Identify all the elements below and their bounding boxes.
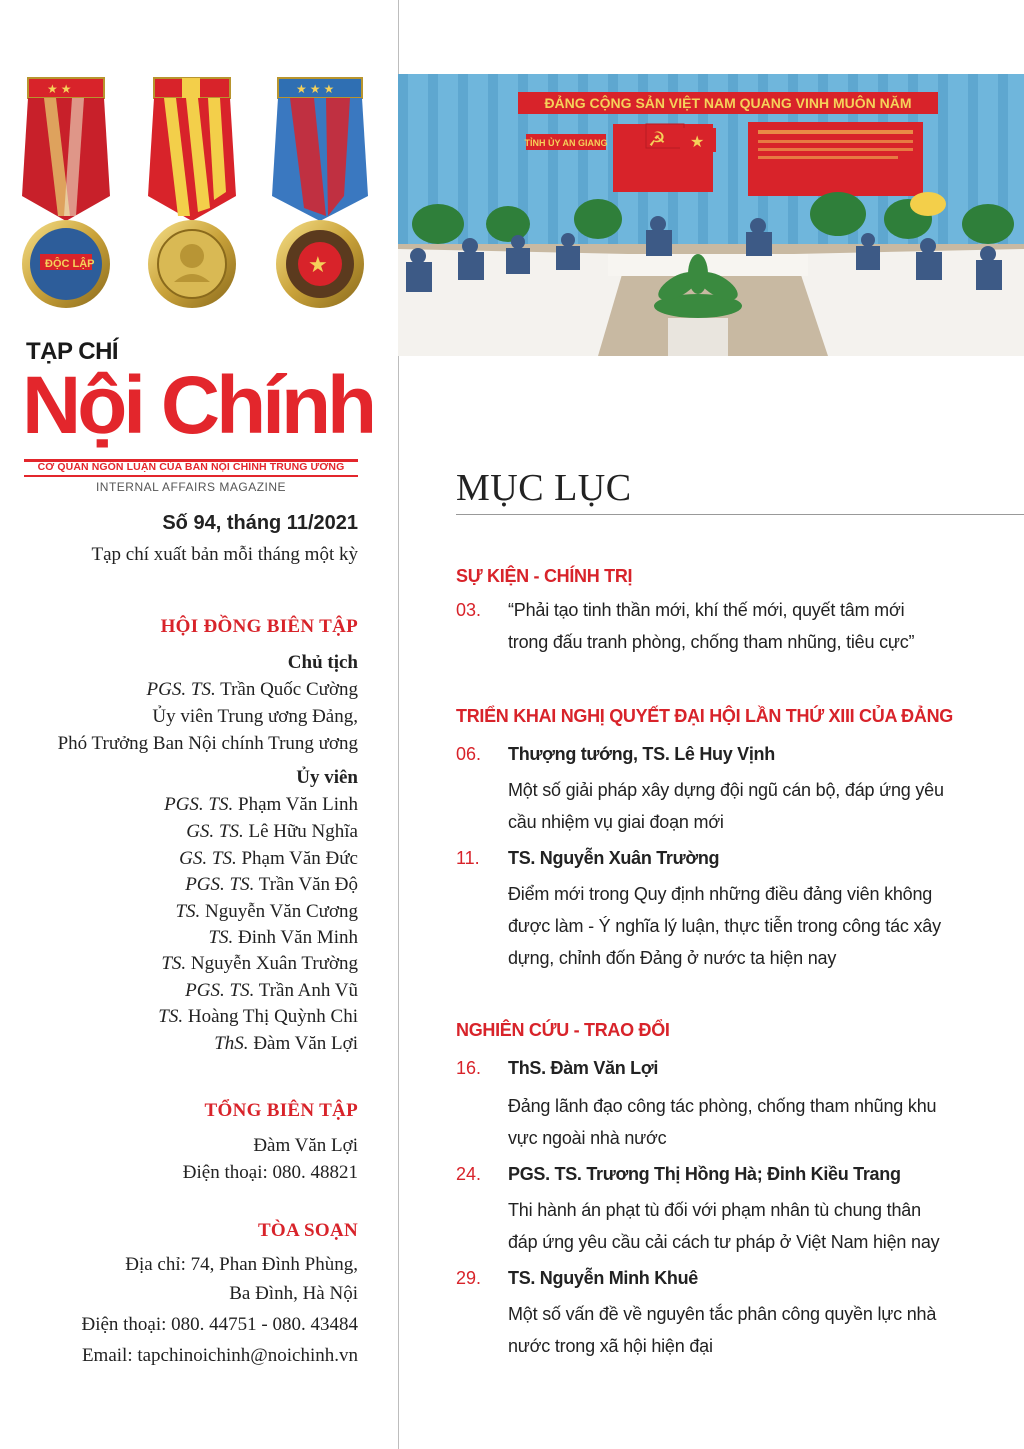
toc-title-line: trong đấu tranh phòng, chống tham nhũng, tiêu cực”: [508, 632, 915, 652]
masthead-small-title: TẠP CHÍ: [26, 338, 119, 365]
toc-author: TS. Nguyễn Minh Khuê: [508, 1268, 698, 1288]
toc-page-number: 16.: [456, 1058, 482, 1078]
issue-frequency: Tạp chí xuất bản mỗi tháng một kỳ: [91, 544, 358, 565]
member-title: GS. TS.: [179, 848, 237, 869]
toc-title-line: dựng, chỉnh đốn Đảng ở nước ta hiện nay: [508, 948, 837, 968]
issue-number: Số 94, tháng 11/2021: [162, 512, 358, 534]
member-title: GS. TS.: [186, 821, 244, 842]
board-member: [164, 792, 358, 819]
member-name: Trần Văn Độ: [258, 874, 358, 895]
member-name: Phạm Văn Đức: [241, 848, 358, 869]
member-name: Trần Anh Vũ: [258, 980, 358, 1001]
toc-title: MỤC LỤC: [456, 467, 632, 509]
toc-article-title[interactable]: [508, 594, 958, 658]
toc-page-number: 11.: [456, 848, 480, 868]
photo-sign-text: TỈNH ỦY AN GIANG: [524, 138, 608, 148]
svg-text:★ ★ ★: ★ ★ ★: [296, 82, 335, 96]
medal-2: [148, 78, 236, 308]
board-member: [158, 1004, 358, 1031]
toc-title-line: Thi hành án phạt tù đối với phạm nhân tù chung thân: [508, 1200, 921, 1220]
medal-3: [272, 78, 368, 308]
board-member: [214, 1031, 358, 1058]
masthead-english-title: INTERNAL AFFAIRS MAGAZINE: [95, 480, 287, 494]
toc-author: PGS. TS. Trương Thị Hồng Hà; Đinh Kiều Trang: [508, 1164, 901, 1184]
board-member: [208, 925, 358, 952]
board-member: [175, 899, 358, 926]
svg-text:★: ★: [690, 134, 705, 151]
medal-1: [22, 78, 110, 308]
toc-title-line: Một số vấn đề về nguyên tắc phân công quyền lực nhà: [508, 1304, 937, 1324]
member-name: Đàm Văn Lợi: [253, 1033, 358, 1054]
office-phone: Điện thoại: 080. 44751 - 080. 43484: [81, 1314, 358, 1335]
toc-author: Thượng tướng, TS. Lê Huy Vịnh: [508, 744, 775, 764]
toc-author: ThS. Đàm Văn Lợi: [508, 1058, 659, 1078]
toc-article-title[interactable]: [508, 774, 958, 838]
toc-title-line: Đảng lãnh đạo công tác phòng, chống tham nhũng khu: [508, 1096, 937, 1116]
board-member: [185, 872, 358, 899]
toc-section-heading: NGHIÊN CỨU - TRAO ĐỔI: [456, 1020, 670, 1040]
toc-title-line: vực ngoài nhà nước: [508, 1128, 667, 1148]
member-title: TS.: [161, 953, 187, 974]
toc-author: TS. Nguyễn Xuân Trường: [508, 848, 720, 868]
chair-name: [147, 677, 358, 704]
toc-title-line: “Phải tạo tinh thần mới, khí thế mới, quyết tâm mới: [508, 600, 905, 620]
office-email: Email: tapchinoichinh@noichinh.vn: [81, 1345, 358, 1366]
office-address: Địa chỉ: 74, Phan Đình Phùng,: [125, 1254, 358, 1275]
member-title: PGS. TS.: [164, 794, 234, 815]
toc-title-line: đáp ứng yêu cầu cải cách tư pháp ở Việt Nam hiện nay: [508, 1232, 940, 1252]
editor-in-chief-phone: Điện thoại: 080. 48821: [182, 1162, 358, 1183]
member-name: Nguyễn Xuân Trường: [190, 953, 358, 974]
member-name: Đinh Văn Minh: [238, 927, 358, 948]
board-member: [185, 978, 358, 1005]
toc-page-number: 24.: [456, 1164, 482, 1184]
svg-text:ĐỘC LẬP: ĐỘC LẬP: [45, 258, 95, 270]
toc-page-number: 06.: [456, 744, 482, 764]
toc-page-number: 03.: [456, 600, 482, 620]
toc-title-line: Điểm mới trong Quy định những điều đảng viên không: [508, 884, 933, 904]
toc-title-line: được làm - Ý nghĩa lý luận, thực tiễn trong công tác xây: [508, 916, 941, 936]
member-name: Lê Hữu Nghĩa: [248, 821, 358, 842]
medals-illustration: [14, 76, 384, 316]
member-name: Phạm Văn Linh: [238, 794, 358, 815]
toc-article-title[interactable]: [508, 1090, 958, 1154]
member-title: PGS. TS.: [185, 980, 255, 1001]
toc-divider: [456, 514, 1024, 515]
chair-heading: Chủ tịch: [287, 652, 358, 673]
masthead-title: Nội Chính: [22, 360, 374, 451]
toc-article-title[interactable]: [508, 1298, 958, 1362]
member-title: TS.: [158, 1006, 184, 1027]
meeting-photo: [398, 74, 1024, 356]
editor-in-chief-name: Đàm Văn Lợi: [253, 1135, 358, 1156]
svg-text:★ ★: ★ ★: [47, 82, 72, 96]
chair-role: Ủy viên Trung ương Đảng,: [152, 706, 358, 727]
masthead-tagline-bar: [24, 459, 358, 475]
svg-text:☭: ☭: [648, 129, 666, 151]
member-name: Nguyễn Văn Cương: [205, 901, 358, 922]
toc-title-line: Một số giải pháp xây dựng đội ngũ cán bộ, đáp ứng yêu: [508, 780, 944, 800]
chair-role: Phó Trưởng Ban Nội chính Trung ương: [57, 733, 358, 754]
svg-text:★: ★: [308, 252, 328, 277]
toc-title-line: cầu nhiệm vụ giai đoạn mới: [508, 812, 724, 832]
member-title: TS.: [208, 927, 234, 948]
board-member: [186, 819, 358, 846]
chair-title: PGS. TS.: [146, 679, 216, 700]
tagline-bottom-rule: [24, 475, 358, 477]
toc-page-number: 29.: [456, 1268, 482, 1288]
member-title: PGS. TS.: [185, 874, 255, 895]
editor-in-chief-heading: TỔNG BIÊN TẬP: [204, 1100, 358, 1121]
office-address: Ba Đình, Hà Nội: [229, 1283, 358, 1304]
member-name: Hoàng Thị Quỳnh Chi: [187, 1006, 358, 1027]
masthead-tagline: CƠ QUAN NGÔN LUẬN CỦA BAN NỘI CHÍNH TRUNG ƯƠNG: [37, 461, 345, 473]
toc-article-title[interactable]: [508, 878, 958, 974]
toc-title-line: nước trong xã hội hiện đại: [508, 1336, 713, 1356]
member-title: ThS.: [214, 1033, 249, 1054]
toc-article-title[interactable]: [508, 1194, 958, 1258]
toc-section-heading: TRIỂN KHAI NGHỊ QUYẾT ĐẠI HỘI LẦN THỨ XIII CỦA ĐẢNG: [456, 706, 953, 726]
board-member: [179, 846, 358, 873]
chair-fullname: Trần Quốc Cường: [220, 679, 358, 700]
editorial-board-heading: HỘI ĐỒNG BIÊN TẬP: [160, 616, 358, 637]
office-heading: TÒA SOẠN: [257, 1220, 358, 1241]
photo-banner-text: ĐẢNG CỘNG SẢN VIỆT NAM QUANG VINH MUÔN NĂM: [544, 95, 912, 111]
members-heading: Ủy viên: [296, 767, 358, 788]
member-title: TS.: [175, 901, 201, 922]
toc-section-heading: SỰ KIỆN - CHÍNH TRỊ: [456, 566, 633, 586]
board-member: [161, 951, 358, 978]
